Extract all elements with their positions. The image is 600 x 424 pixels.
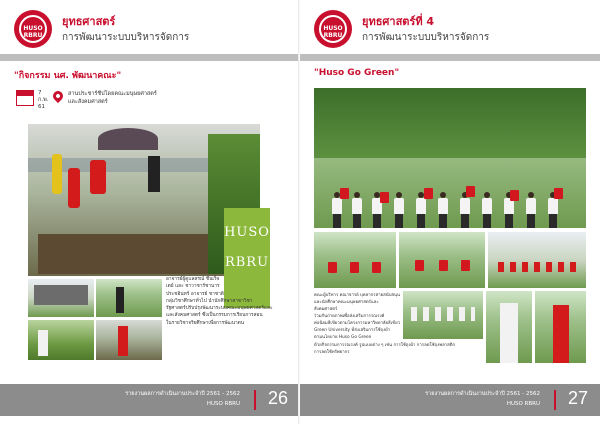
- footer-divider: [254, 390, 256, 410]
- calendar-icon: [16, 90, 34, 106]
- left-header: [14, 8, 300, 58]
- huso-logo: [14, 10, 52, 48]
- group-photo: [314, 88, 586, 228]
- activity-place: สานประชาร์ชีปโดยคณะมนุษยศาสตร์และสังคมศาสตร์: [68, 91, 157, 105]
- header-rule: [300, 54, 600, 61]
- green-photo-4: [488, 232, 586, 288]
- huso-box-line2: RBRU: [224, 255, 270, 270]
- activity-photo-3: [96, 279, 162, 317]
- section-title: "Huso Go Green": [314, 68, 400, 78]
- section-title: "กิจกรรม นศ. พัฒนาคณะ": [14, 71, 122, 81]
- activity-date: 7 ก.พ. 61: [38, 90, 49, 110]
- footer-org: HUSO RBRU: [206, 401, 240, 407]
- logo-text: HUSO RBRU: [323, 25, 343, 39]
- footer-divider: [554, 390, 556, 410]
- activity-photo-2: [28, 279, 94, 317]
- page-number: 26: [267, 388, 288, 408]
- green-description: คณะผู้บริหาร คณาจารย์ บุคลากรสายสนับสนุน และนักศึกษาคณะมนุษยศาสตร์และสังคมศาสตร์ ร่วมกันถ่ายภาพเพื่อส่งเสริมการรณรงค์ ค่อนิยมสีเขียวตามโครงการมหาวิทยาลัยสีเขียว Green University ที่ส่งเสริมการใช้ถุงผ้า ตามนโยบาย Huso Go Green: [314, 293, 401, 340]
- header-title: ยุทธศาสตร์ที่ 4: [362, 15, 435, 28]
- right-footer: [300, 384, 600, 416]
- footer-org: HUSO RBRU: [506, 401, 540, 407]
- footer-report-title: รายงานผลการดำเนินงานประจำปี 2561 - 2562: [425, 391, 540, 397]
- header-rule: [0, 54, 300, 61]
- huso-logo: [314, 10, 352, 48]
- right-page: [300, 0, 600, 424]
- right-header: [314, 8, 600, 58]
- header-title: ยุทธศาสตร์: [62, 15, 116, 28]
- green-photo-7: [535, 291, 586, 363]
- logo-text: HUSO RBRU: [23, 25, 43, 39]
- huso-box-line1: HUSO: [224, 225, 270, 240]
- green-description-cont: ด้วยกิจกรรมการรณรงค์ รูปแบบต่าง ๆ เช่น การใช้ถุงผ้า การลดใช้ถุงพลาสติก การลดใช้ทรัพยากร: [314, 343, 456, 355]
- location-pin-icon: [51, 89, 65, 103]
- header-subtitle: การพัฒนาระบบบริหารจัดการ: [362, 32, 490, 43]
- header-subtitle: การพัฒนาระบบบริหารจัดการ: [62, 32, 190, 43]
- activity-photo-4: [28, 320, 94, 360]
- green-photo-2: [314, 232, 396, 288]
- green-photo-5: [403, 291, 483, 339]
- footer-report-title: รายงานผลการดำเนินงานประจำปี 2561 - 2562: [125, 391, 240, 397]
- green-photo-3: [399, 232, 485, 288]
- page-number: 27: [567, 388, 588, 408]
- activity-description: อาจารย์ผู้ดูแลสรณ์ ชีนเร็จ เตย์ และ ชาวาชาร์ชานาร ประชอินทร์ อาจารย์ ชาชาติ กลุ่มวิชาศึกษาทั่วไป นำนักศึกษาสาขาวิชา รัฐศาสตร์ปรับปรุงพัฒนาระบบคณะมนุษยศาสตร์และ และสังคมศาสตร์ ซึ่งเป็นกรรมการเรียนการสอน ในรายวิชาจริยศึกษาเพื่อการพัฒนาตน: [166, 277, 273, 326]
- left-footer: [0, 384, 300, 416]
- activity-photo-5: [96, 320, 162, 360]
- green-photo-6: [486, 291, 532, 363]
